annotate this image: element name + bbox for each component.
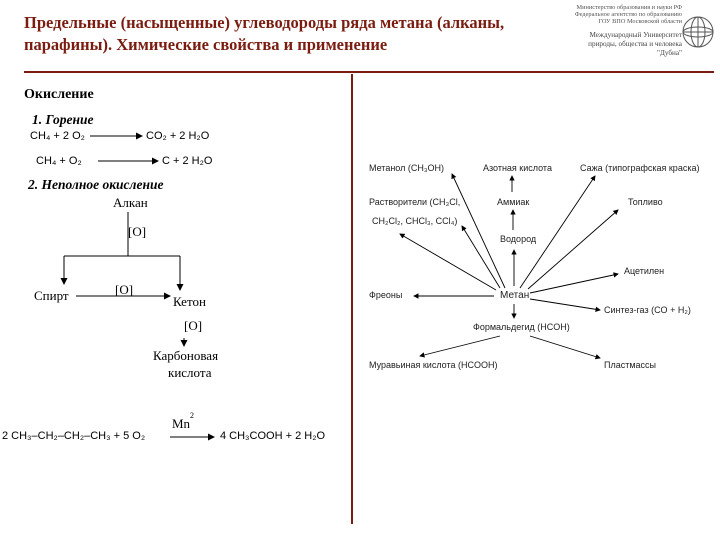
node-formaldehyde: Формальдегид (HCOH) [473, 322, 570, 332]
arrow-to-acetylene [530, 274, 618, 293]
node-freons: Фреоны [369, 290, 403, 300]
node-fuel: Топливо [628, 197, 663, 207]
node-solvents-line1: Растворители (CH₃Cl, [369, 197, 461, 207]
node-methanol: Метанол (CH₃OH) [369, 163, 445, 173]
arrow-to-plastics [530, 336, 600, 358]
catalyst-superscript: 2 [190, 411, 194, 420]
logo-dubna-line: "Дубна" [657, 49, 682, 57]
combustion-heading: 1. Горение [32, 112, 94, 127]
node-formic-acid: Муравьиная кислота (HCOOH) [369, 360, 498, 370]
oxidant-label-2: [O] [115, 282, 134, 297]
final-eq-reactants: 2 CH₃–CH₂–CH₂–CH₃ + 5 O₂ [2, 430, 146, 442]
logo-nature-line: природы, общества и человека [588, 40, 682, 48]
arrow-to-methanol [452, 174, 505, 288]
oxidant-label-3: [O] [184, 318, 203, 333]
arrow-to-syngas [530, 299, 600, 310]
logo-ministry-line: Министерство образования и науки РФ [576, 4, 682, 11]
alkane-label: Алкан [113, 195, 148, 210]
arrow-to-formic-acid [420, 336, 500, 356]
section-title-oxidation: Окисление [24, 87, 94, 102]
eq1-products: CO₂ + 2 H₂O [146, 130, 210, 142]
node-acetylene: Ацетилен [624, 266, 665, 276]
final-eq-products: 4 CH₃COOH + 2 H₂O [220, 430, 326, 442]
node-nitric-acid: Азотная кислота [483, 163, 552, 173]
carboxylic-acid-label-line2: кислота [168, 365, 212, 380]
node-soot: Сажа (типографская краска) [580, 163, 700, 173]
eq2-reactants: CH₄ + O₂ [36, 155, 82, 167]
eq1-reactants: CH₄ + 2 O₂ [30, 130, 85, 142]
arrow-to-solvents-a [462, 226, 500, 288]
carboxylic-acid-label-line1: Карбоновая [153, 348, 219, 363]
node-ammonia: Аммиак [497, 197, 530, 207]
ketone-label: Кетон [173, 294, 206, 309]
catalyst-label: Mn [172, 416, 191, 431]
node-plastics: Пластмассы [604, 360, 657, 370]
logo-agency-line: Федеральное агентство по образованию [574, 11, 682, 18]
eq2-products: C + 2 H₂O [162, 155, 213, 167]
arrow-to-solvents-b [400, 234, 496, 290]
arrow-to-soot [520, 176, 595, 288]
node-solvents-line2: CH₂Cl₂, CHCl₃, CCl₄) [372, 216, 458, 226]
node-syngas: Синтез-газ (CO + H₂) [604, 305, 691, 315]
page-title: Предельные (насыщенные) углеводороды ряда метана (алканы, парафины). Химические свойства и применение [24, 13, 505, 54]
oxidant-label-1: [O] [128, 224, 147, 239]
partial-oxidation-heading: 2. Неполное окисление [28, 177, 164, 192]
logo-university-line: Международный Университет [589, 31, 682, 39]
alcohol-label: Спирт [34, 288, 69, 303]
node-hydrogen: Водород [500, 234, 537, 244]
methane-center: Метан [500, 290, 530, 301]
logo-region-line: ГОУ ВПО Московской области [598, 18, 682, 25]
